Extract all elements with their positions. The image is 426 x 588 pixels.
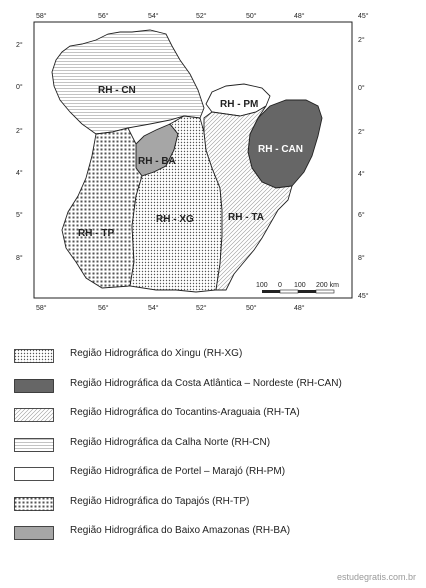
corner-label-top: 45°: [358, 13, 369, 20]
lat-tick-left: 5°: [16, 212, 23, 219]
lat-tick-left: 2°: [16, 128, 23, 135]
latitude-axis-right: [358, 12, 369, 300]
legend-item: [14, 490, 414, 520]
legend-label: Região Hidrográfica da Calha Norte (RH-CN): [70, 436, 271, 448]
lon-tick-bottom: 56°: [98, 305, 109, 312]
lon-tick-top: 58°: [36, 13, 47, 20]
legend-item: [14, 401, 414, 431]
legend-swatch-dark: [14, 379, 54, 393]
legend-label: Região Hidrográfica do Baixo Amazonas (RH-BA): [70, 525, 291, 536]
legend-swatch-horizontal: [14, 438, 54, 452]
longitude-axis-bottom: [36, 304, 305, 312]
label-rh-cn: RH - CN: [98, 85, 136, 96]
watermark: estudegratis.com.br: [336, 572, 416, 582]
lon-tick-top: 50°: [246, 13, 257, 20]
legend-item: [14, 460, 414, 490]
scale-bar-label: 100: [294, 282, 306, 289]
lon-tick-top: 56°: [98, 13, 109, 20]
legend-item: [14, 372, 414, 402]
legend-item: [14, 342, 414, 372]
legend-label: Região Hidrográfica do Tapajós (RH-TP): [70, 495, 250, 507]
lat-tick-right: 6°: [358, 212, 365, 219]
corner-label-bottom: 45°: [358, 293, 369, 300]
latitude-axis-left: [16, 41, 23, 262]
lon-tick-top: 48°: [294, 13, 305, 20]
lat-tick-right: 8°: [358, 255, 365, 262]
legend-label: Região Hidrográfica do Xingu (RH-XG): [70, 348, 243, 359]
legend: [14, 342, 414, 549]
label-rh-ba: RH - BA: [138, 156, 176, 167]
lon-tick-bottom: 52°: [196, 305, 207, 312]
label-rh-can: RH - CAN: [258, 144, 303, 155]
lon-tick-bottom: 48°: [294, 305, 305, 312]
lat-tick-left: 4°: [16, 170, 23, 177]
lat-tick-right: 2°: [358, 129, 365, 136]
scale-bar-label: 100: [256, 282, 268, 289]
lat-tick-left: 2°: [16, 42, 23, 49]
legend-swatch-gray: [14, 526, 54, 540]
scale-bar-segment: [280, 290, 298, 293]
lat-tick-right: 2°: [358, 37, 365, 44]
legend-label: Região Hidrográfica do Tocantins-Araguaia (RH-TA): [70, 407, 300, 418]
lat-tick-left: 0°: [16, 84, 23, 91]
label-rh-tp: RH - TP: [78, 228, 115, 239]
lat-tick-right: 0°: [358, 85, 365, 92]
scale-bar-segment: [316, 290, 334, 293]
lon-tick-bottom: 50°: [246, 305, 257, 312]
label-rh-pm: RH - PM: [220, 99, 259, 110]
legend-swatch-diagonal: [14, 408, 54, 422]
scale-bar-segment: [298, 290, 316, 293]
longitude-axis-top: [36, 12, 305, 20]
lat-tick-right: 4°: [358, 171, 365, 178]
legend-label: Região Hidrográfica da Costa Atlântica – Nordeste (RH-CAN): [70, 377, 342, 389]
label-rh-ta: RH - TA: [228, 212, 264, 223]
lon-tick-top: 52°: [196, 13, 207, 20]
lon-tick-bottom: 58°: [36, 305, 47, 312]
legend-item: [14, 431, 414, 461]
legend-item: [14, 519, 414, 549]
scale-bar-segment: [262, 290, 280, 293]
label-rh-xg: RH - XG: [156, 214, 194, 225]
legend-swatch-dots: [14, 349, 54, 363]
legend-label: Região Hidrográfica de Portel – Marajó (RH-PM): [70, 466, 286, 477]
scale-bar-label: 0: [278, 282, 282, 289]
legend-swatch-white: [14, 467, 54, 481]
legend-swatch-crosses: [14, 497, 54, 511]
scale-bar-label: 200 km: [316, 282, 339, 289]
lon-tick-bottom: 54°: [148, 305, 159, 312]
lon-tick-top: 54°: [148, 13, 159, 20]
lat-tick-left: 8°: [16, 255, 23, 262]
